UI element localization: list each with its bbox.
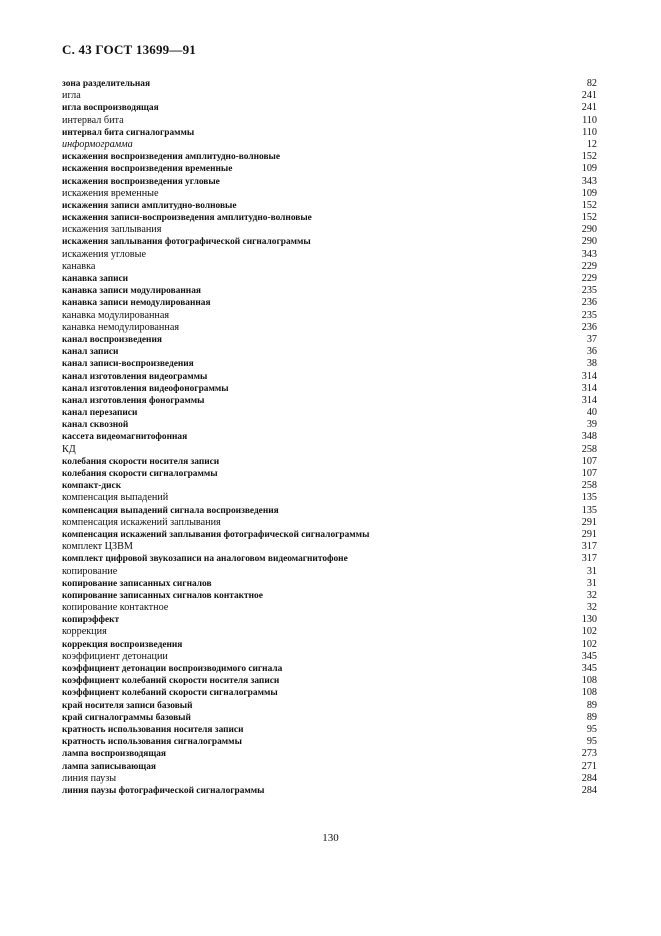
term-index-list: [62, 78, 597, 797]
index-page-ref: 348: [581, 431, 597, 443]
index-page-ref: 314: [581, 370, 597, 382]
index-page-ref: 108: [581, 687, 597, 699]
index-page-ref: 241: [581, 90, 597, 102]
index-page-ref: 36: [586, 346, 597, 358]
index-entry: [62, 529, 597, 541]
index-entry: [62, 310, 597, 322]
index-page-ref: 89: [586, 699, 597, 711]
index-page-ref: 39: [586, 419, 597, 431]
index-term: коэффициент детонации воспроизводимого сигнала: [62, 664, 283, 674]
index-term: зона разделительная: [62, 79, 151, 89]
index-page-ref: 109: [581, 187, 597, 199]
index-entry: [62, 383, 597, 395]
index-page-ref: 95: [586, 723, 597, 735]
index-term: коэффициент колебаний скорости носителя записи: [62, 676, 280, 687]
index-entry: [62, 541, 597, 553]
index-term: искажения заплывания фотографической сигналограммы: [62, 237, 311, 248]
index-page-ref: 152: [581, 212, 597, 224]
index-entry: [62, 334, 597, 346]
index-term: канал сквозной: [62, 420, 129, 431]
index-term: копирование записанных сигналов контактное: [62, 590, 263, 601]
index-entry: [62, 687, 597, 699]
index-term: компенсация выпадений сигнала воспроизведения: [62, 505, 279, 516]
index-entry: [62, 456, 597, 468]
index-entry: [62, 139, 597, 151]
index-page-ref: 343: [581, 175, 597, 187]
index-term: комплект ЦЗВМ: [62, 541, 133, 553]
index-entry: [62, 163, 597, 175]
index-term: линия паузы: [62, 772, 117, 784]
index-entry: [62, 748, 597, 760]
index-term: искажения воспроизведения угловые: [62, 176, 220, 187]
index-entry: [62, 639, 597, 651]
index-page-ref: 290: [581, 236, 597, 248]
index-page-ref: 343: [581, 248, 597, 260]
index-page-ref: 31: [586, 565, 597, 577]
index-term: колебания скорости сигналограммы: [62, 469, 218, 479]
index-entry: [62, 322, 597, 334]
index-entry: [62, 261, 597, 273]
index-page-ref: 229: [581, 260, 597, 272]
index-page-ref: 284: [581, 772, 597, 784]
index-term: компенсация искажений заплывания фотографической сигналограммы: [62, 529, 370, 540]
index-entry: [62, 371, 597, 383]
index-entry: [62, 151, 597, 163]
index-entry: [62, 517, 597, 529]
index-entry: [62, 566, 597, 578]
index-page-ref: 110: [582, 126, 597, 138]
index-term: канавка записи модулированная: [62, 286, 201, 297]
index-term: канал записи-воспроизведения: [62, 359, 194, 370]
index-entry: [62, 115, 597, 127]
index-entry: [62, 102, 597, 114]
index-entry: [62, 505, 597, 517]
index-entry: [62, 200, 597, 212]
index-page-ref: 345: [581, 663, 597, 674]
index-term: канавка: [62, 260, 96, 272]
index-term: канавка записи: [62, 274, 129, 284]
index-term: искажения заплывания: [62, 224, 162, 236]
index-entry: [62, 176, 597, 188]
index-term: лампа записывающая: [62, 761, 156, 772]
index-page-ref: 317: [581, 541, 597, 553]
index-entry: [62, 395, 597, 407]
index-entry: [62, 651, 597, 663]
index-term: интервал бита: [62, 114, 124, 126]
index-entry: [62, 761, 597, 773]
index-page-ref: 37: [586, 333, 597, 345]
index-page-ref: 314: [581, 382, 597, 394]
index-term: искажения угловые: [62, 248, 146, 260]
index-term: искажения воспроизведения амплитудно-волновые: [62, 152, 280, 163]
index-entry: [62, 78, 597, 90]
index-entry: [62, 712, 597, 724]
index-page-ref: 236: [581, 297, 597, 309]
index-entry: [62, 578, 597, 590]
index-entry: [62, 236, 597, 248]
index-term: край носителя записи базовый: [62, 700, 193, 711]
index-term: интервал бита сигналограммы: [62, 127, 195, 138]
index-term: колебания скорости носителя записи: [62, 456, 220, 467]
index-entry: [62, 480, 597, 492]
index-page-ref: 235: [581, 309, 597, 321]
index-page-ref: 271: [581, 760, 597, 772]
index-term: канавка модулированная: [62, 309, 170, 321]
index-entry: [62, 602, 597, 614]
index-term: линия паузы фотографической сигналограммы: [62, 785, 265, 796]
index-page-ref: 317: [581, 553, 597, 565]
index-entry: [62, 736, 597, 748]
index-page-ref: 102: [581, 626, 597, 638]
index-term: компакт-диск: [62, 481, 122, 492]
index-page-ref: 290: [581, 224, 597, 236]
index-term: канал изготовления фонограммы: [62, 395, 205, 406]
page-header: С. 43 ГОСТ 13699—91: [62, 42, 196, 57]
index-term: компенсация выпадений: [62, 492, 169, 504]
index-entry: [62, 419, 597, 431]
index-term: компенсация искажений заплывания: [62, 516, 221, 528]
index-page-ref: 135: [581, 492, 597, 504]
index-page-ref: 258: [581, 443, 597, 455]
index-term: коррекция воспроизведения: [62, 639, 183, 650]
index-term: копирование: [62, 565, 118, 577]
index-page-ref: 229: [581, 273, 597, 284]
index-page-ref: 107: [581, 468, 597, 479]
index-term: искажения записи-воспроизведения амплитудно-волновые: [62, 213, 312, 224]
index-page-ref: 12: [586, 138, 597, 150]
index-term: коэффициент детонации: [62, 650, 168, 662]
index-entry: [62, 590, 597, 602]
index-entry: [62, 614, 597, 626]
index-page-ref: 258: [581, 480, 597, 492]
index-page-ref: 130: [581, 614, 597, 626]
index-entry: [62, 188, 597, 200]
index-entry: [62, 224, 597, 236]
index-entry: [62, 785, 597, 797]
index-entry: [62, 700, 597, 712]
index-entry: [62, 297, 597, 309]
index-page-ref: 241: [581, 102, 597, 114]
index-entry: [62, 285, 597, 297]
index-entry: [62, 90, 597, 102]
index-term: игла воспроизводящая: [62, 103, 159, 114]
index-entry: [62, 212, 597, 224]
index-page-ref: 345: [581, 650, 597, 662]
index-page-ref: 273: [581, 748, 597, 760]
index-entry: [62, 127, 597, 139]
index-term: лампа воспроизводящая: [62, 749, 166, 760]
index-page-ref: 31: [586, 577, 597, 589]
index-term: край сигналограммы базовый: [62, 712, 191, 723]
index-entry: [62, 249, 597, 261]
index-entry: [62, 553, 597, 565]
index-term: канавка записи немодулированная: [62, 298, 211, 309]
index-page-ref: 235: [581, 285, 597, 297]
index-term: канал изготовления видеофонограммы: [62, 383, 229, 394]
index-page-ref: 152: [581, 199, 597, 211]
index-page-ref: 40: [586, 407, 597, 419]
index-term: искажения воспроизведения временные: [62, 164, 233, 175]
index-entry: [62, 773, 597, 785]
index-page-ref: 102: [581, 638, 597, 650]
index-entry: [62, 407, 597, 419]
index-term: комплект цифровой звукозаписи на аналоговом видеомагнитофоне: [62, 554, 348, 565]
index-page-ref: 110: [582, 114, 597, 126]
index-page-ref: 135: [581, 504, 597, 516]
index-page-ref: 108: [581, 675, 597, 687]
index-term: игла: [62, 90, 81, 102]
page-number: 130: [322, 832, 339, 844]
index-term: искажения записи амплитудно-волновые: [62, 200, 237, 211]
index-page-ref: 32: [586, 602, 597, 614]
index-page-ref: 89: [586, 711, 597, 723]
index-entry: [62, 358, 597, 370]
index-page-ref: 152: [581, 151, 597, 163]
index-entry: [62, 626, 597, 638]
index-term: коэффициент колебаний скорости сигналограммы: [62, 688, 278, 699]
index-term: коррекция: [62, 626, 107, 638]
index-page-ref: 95: [586, 736, 597, 748]
index-page-ref: 291: [581, 516, 597, 528]
index-entry: [62, 444, 597, 456]
index-term: канал изготовления видеограммы: [62, 371, 208, 382]
index-term: канавка немодулированная: [62, 321, 180, 333]
index-page-ref: 314: [581, 394, 597, 406]
index-page-ref: 32: [586, 589, 597, 601]
index-entry: [62, 724, 597, 736]
index-page-ref: 236: [581, 321, 597, 333]
index-page-ref: 82: [586, 78, 597, 89]
index-term: копирование контактное: [62, 602, 169, 614]
index-term: канал воспроизведения: [62, 334, 162, 345]
index-page-ref: 109: [581, 163, 597, 175]
index-page-ref: 291: [581, 528, 597, 540]
index-entry: [62, 663, 597, 675]
index-term: канал перезаписи: [62, 408, 138, 419]
index-term: кассета видеомагнитофонная: [62, 432, 188, 443]
index-term: искажения временные: [62, 187, 159, 199]
index-page-ref: 107: [581, 455, 597, 467]
index-term: копирование записанных сигналов: [62, 578, 212, 589]
index-term: информограмма: [62, 138, 133, 150]
index-term: кратность использования сигналограммы: [62, 737, 242, 748]
index-term: копирэффект: [62, 615, 120, 626]
index-entry: [62, 431, 597, 443]
index-page-ref: 284: [581, 784, 597, 796]
index-entry: [62, 273, 597, 285]
index-entry: [62, 492, 597, 504]
index-term: кратность использования носителя записи: [62, 724, 244, 735]
index-term: КД: [62, 443, 76, 455]
index-page-ref: 38: [586, 358, 597, 370]
index-entry: [62, 346, 597, 358]
index-entry: [62, 468, 597, 480]
index-term: канал записи: [62, 347, 119, 358]
index-entry: [62, 675, 597, 687]
